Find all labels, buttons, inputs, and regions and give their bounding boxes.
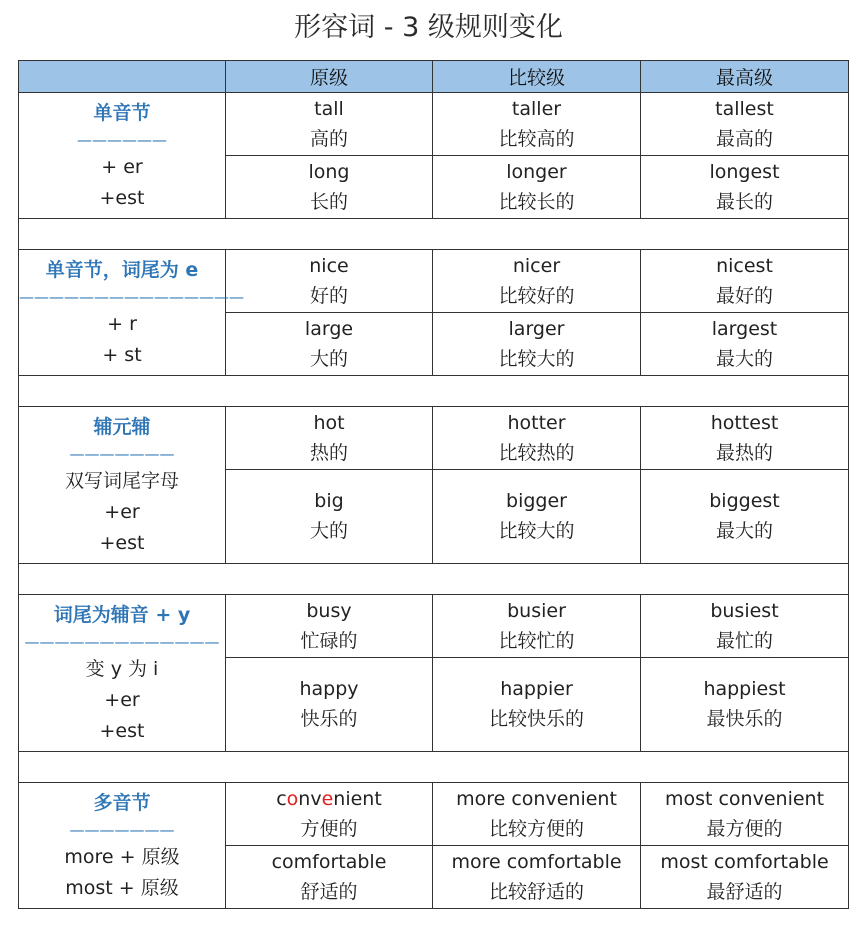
- chinese-meaning: 比较舒适的: [488, 880, 584, 903]
- header-row: [19, 61, 849, 93]
- table-row: [19, 595, 849, 658]
- category-title: 词尾为辅音 + y: [53, 603, 191, 626]
- superlative-cell: [641, 595, 849, 658]
- english-word: happy: [299, 678, 359, 700]
- category-title: 单音节: [93, 101, 151, 124]
- english-word: longest: [709, 160, 780, 183]
- base-form-cell: [226, 846, 433, 909]
- english-word-highlighted: [226, 784, 432, 814]
- english-word: tall: [314, 97, 344, 120]
- category-underline: ——————: [77, 130, 167, 149]
- category-underline: —————————————: [24, 632, 220, 651]
- chinese-meaning: 比较热的: [498, 441, 575, 464]
- rule-line: + r: [107, 312, 137, 335]
- english-word: big: [314, 490, 344, 512]
- english-word: happiest: [703, 678, 786, 700]
- base-form-cell: [226, 658, 433, 752]
- english-word: busy: [306, 599, 352, 622]
- word-part: c: [276, 787, 287, 810]
- category-cell: [19, 407, 226, 564]
- english-word: taller: [511, 97, 562, 120]
- header-empty: [19, 61, 226, 93]
- spacer-cell: [19, 219, 849, 250]
- word-part: nv: [298, 787, 322, 810]
- base-form-cell: [226, 156, 433, 219]
- rule-line: +er: [104, 688, 140, 711]
- comparative-cell: [433, 658, 641, 752]
- spacer-row: [19, 376, 849, 407]
- category-title: 单音节，词尾为 e: [45, 258, 199, 281]
- english-word: hot: [313, 411, 345, 434]
- chinese-meaning: 比较好的: [498, 284, 575, 307]
- base-form-cell: [226, 93, 433, 156]
- rule-line: + st: [102, 343, 142, 366]
- header-comparative: 比较级: [433, 61, 641, 93]
- word-part: nient: [333, 787, 382, 810]
- comparative-cell: [433, 407, 641, 470]
- category-underline: ———————: [69, 820, 175, 839]
- english-word: nicest: [716, 254, 773, 277]
- english-word: more convenient: [456, 787, 617, 810]
- page-title: 形容词 - 3 级规则变化: [294, 12, 563, 43]
- comparative-cell: [433, 313, 641, 376]
- comparative-cell: [433, 846, 641, 909]
- rule-line: + er: [101, 155, 143, 178]
- superlative-cell: [641, 407, 849, 470]
- chinese-meaning: 最长的: [715, 190, 773, 213]
- english-word: biggest: [709, 490, 780, 512]
- comparative-cell: [433, 250, 641, 313]
- rule-line: +er: [104, 500, 140, 523]
- comparative-cell: [433, 93, 641, 156]
- spacer-row: [19, 752, 849, 783]
- chinese-meaning: 最好的: [715, 284, 773, 307]
- spacer-row: [19, 564, 849, 595]
- header-superlative: 最高级: [641, 61, 849, 93]
- table-row: [19, 407, 849, 470]
- chinese-meaning: 热的: [309, 441, 348, 464]
- spacer-row: [19, 219, 849, 250]
- rule-line: +est: [99, 186, 145, 209]
- superlative-cell: [641, 846, 849, 909]
- base-form-cell: [226, 407, 433, 470]
- english-word: hottest: [710, 411, 779, 434]
- chinese-meaning: 最快乐的: [706, 708, 783, 730]
- spacer-cell: [19, 376, 849, 407]
- base-form-cell: [226, 313, 433, 376]
- superlative-cell: [641, 658, 849, 752]
- chinese-meaning: 比较大的: [498, 520, 575, 542]
- rule-line: +est: [99, 719, 145, 742]
- english-word: comfortable: [271, 850, 387, 873]
- chinese-meaning: 比较忙的: [498, 629, 575, 652]
- header-base-form: 原级: [226, 61, 433, 93]
- chinese-meaning: 大的: [309, 347, 348, 370]
- chinese-meaning: 长的: [309, 190, 348, 213]
- adjective-comparison-table: [18, 60, 849, 909]
- category-cell: [19, 250, 244, 376]
- english-word: busier: [507, 599, 566, 622]
- chinese-meaning: 最高的: [715, 127, 773, 150]
- category-title: 辅元辅: [93, 415, 151, 438]
- category-underline: ———————: [69, 444, 175, 463]
- chinese-meaning: 比较长的: [498, 190, 575, 213]
- chinese-meaning: 忙碌的: [300, 629, 358, 652]
- chinese-meaning: 比较方便的: [488, 817, 584, 840]
- comparative-cell: [433, 783, 641, 846]
- chinese-meaning: 好的: [309, 284, 348, 307]
- rule-line: more + 原级: [64, 845, 180, 868]
- category-cell: [19, 93, 226, 219]
- english-word: happier: [500, 678, 573, 700]
- chinese-meaning: 最大的: [715, 520, 773, 542]
- chinese-meaning: 方便的: [300, 817, 358, 840]
- english-word: large: [304, 317, 354, 340]
- base-form-cell: [226, 250, 433, 313]
- english-word: hotter: [507, 411, 566, 434]
- chinese-meaning: 比较大的: [498, 347, 575, 370]
- chinese-meaning: 最大的: [715, 347, 773, 370]
- chinese-meaning: 高的: [309, 127, 348, 150]
- category-cell: [19, 595, 226, 752]
- english-word: largest: [711, 317, 778, 340]
- comparative-cell: [433, 470, 641, 564]
- english-word: most comfortable: [660, 850, 829, 873]
- superlative-cell: [641, 783, 849, 846]
- rule-line: 变 y 为 i: [85, 657, 159, 680]
- english-word: larger: [508, 317, 565, 340]
- english-word: long: [308, 160, 350, 183]
- table-row: [19, 783, 849, 846]
- comparative-cell: [433, 156, 641, 219]
- superlative-cell: [641, 93, 849, 156]
- base-form-cell: [226, 595, 433, 658]
- english-word: most convenient: [664, 787, 825, 810]
- english-word: nice: [309, 254, 349, 277]
- english-word: longer: [506, 160, 567, 183]
- chinese-meaning: 最忙的: [715, 629, 773, 652]
- rule-line: 双写词尾字母: [64, 469, 179, 492]
- category-title: 多音节: [93, 791, 151, 814]
- english-word: more comfortable: [451, 850, 622, 873]
- chinese-meaning: 最舒适的: [706, 880, 783, 903]
- chinese-meaning: 快乐的: [300, 708, 358, 730]
- english-word: nicer: [512, 254, 561, 277]
- superlative-cell: [641, 470, 849, 564]
- rule-line: +est: [99, 531, 145, 554]
- chinese-meaning: 大的: [309, 520, 348, 542]
- category-underline: ———————————————: [19, 287, 244, 306]
- chinese-meaning: 比较快乐的: [488, 708, 584, 730]
- highlighted-vowel: o: [286, 787, 299, 810]
- english-word: busiest: [710, 599, 779, 622]
- base-form-cell: [226, 470, 433, 564]
- highlighted-vowel: e: [321, 787, 334, 810]
- spacer-cell: [19, 752, 849, 783]
- category-cell: [19, 783, 226, 909]
- base-form-cell: [226, 783, 433, 846]
- chinese-meaning: 最热的: [715, 441, 773, 464]
- comparative-cell: [433, 595, 641, 658]
- chinese-meaning: 舒适的: [300, 880, 358, 903]
- spacer-cell: [19, 564, 849, 595]
- table-row: [19, 250, 849, 313]
- superlative-cell: [641, 156, 849, 219]
- superlative-cell: [641, 313, 849, 376]
- rule-line: most + 原级: [65, 876, 179, 899]
- superlative-cell: [641, 250, 849, 313]
- table-row: [19, 93, 849, 156]
- chinese-meaning: 比较高的: [498, 127, 575, 150]
- english-word: bigger: [506, 490, 567, 512]
- english-word: tallest: [715, 97, 774, 120]
- chinese-meaning: 最方便的: [706, 817, 783, 840]
